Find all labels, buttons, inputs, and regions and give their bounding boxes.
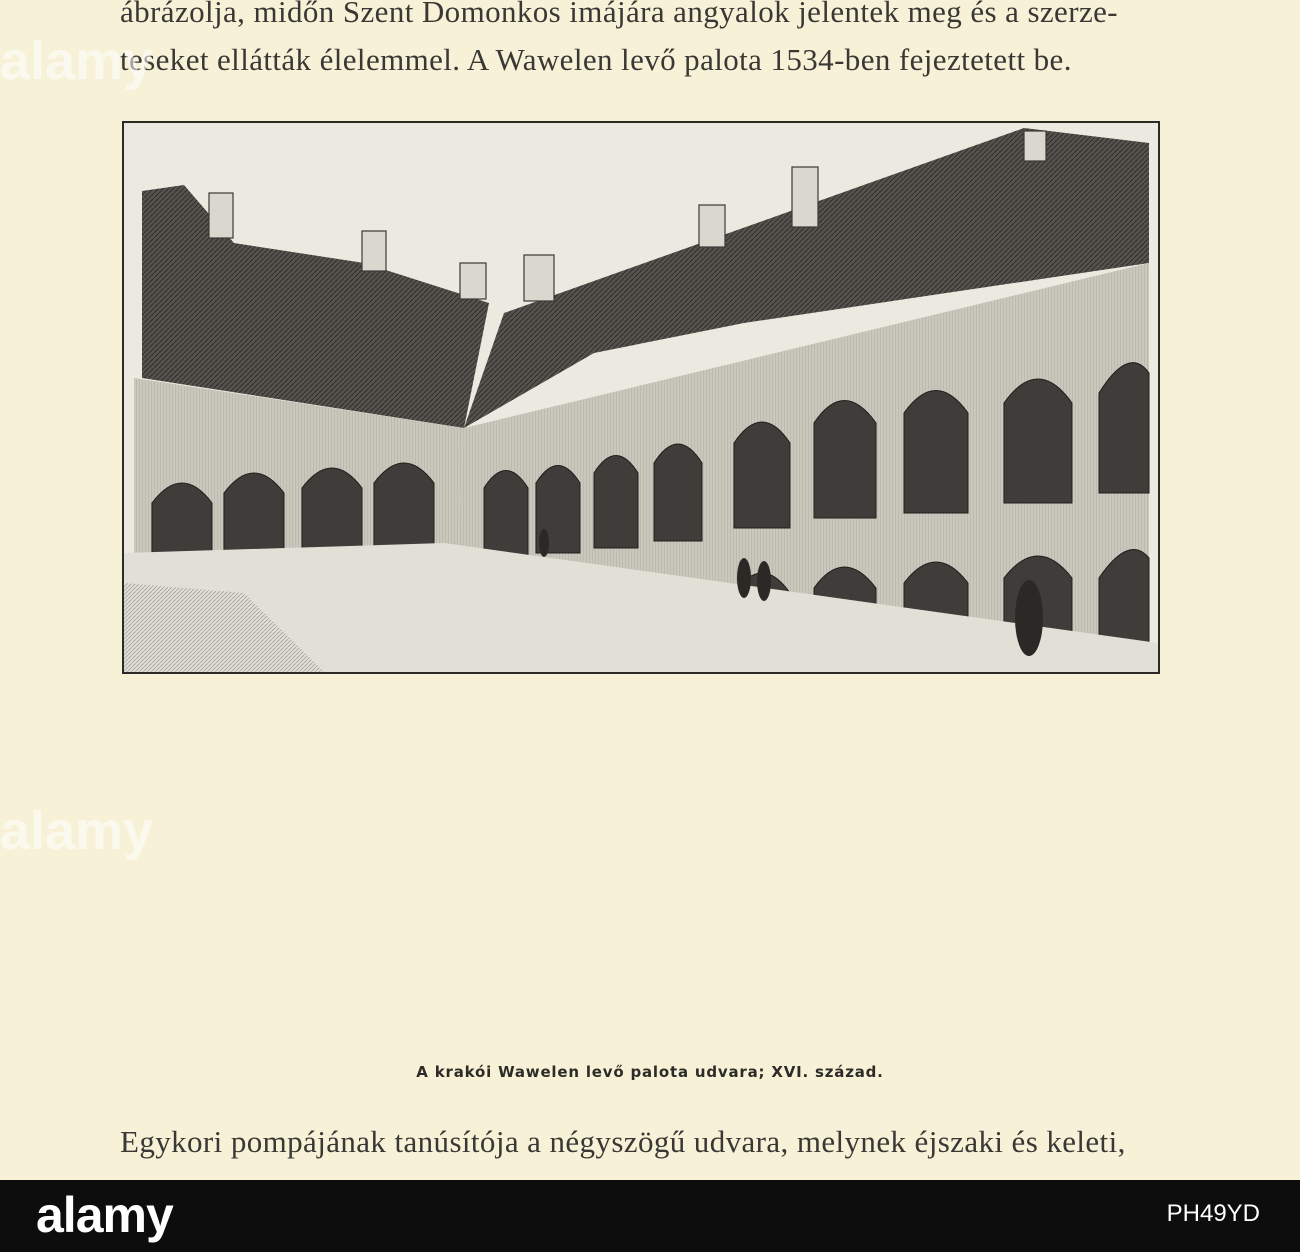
body-text-line-2: teseket ellátták élelemmel. A Wawelen levő palota 1534-ben fejeztetett be.: [120, 42, 1072, 77]
image-id: PH49YD: [1166, 1200, 1260, 1227]
courtyard-illustration: [124, 123, 1158, 672]
stock-footer-bar: [0, 1180, 1300, 1252]
body-text-line-4: Egykori pompájának tanúsítója a négyszögű udvara, melynek éjszaki és keleti,: [120, 1124, 1126, 1159]
watermark-left-top: alamy: [0, 31, 154, 91]
watermark-left-bottom: alamy: [0, 801, 154, 861]
engraving-figure: [122, 121, 1160, 674]
alamy-logo: alamy: [36, 1187, 173, 1243]
figure-caption: A krakói Wawelen levő palota udvara; XVI. század.: [416, 1063, 884, 1081]
body-text-line-1: ábrázolja, midőn Szent Domonkos imájára angyalok jelentek meg és a szerze-: [120, 0, 1118, 29]
